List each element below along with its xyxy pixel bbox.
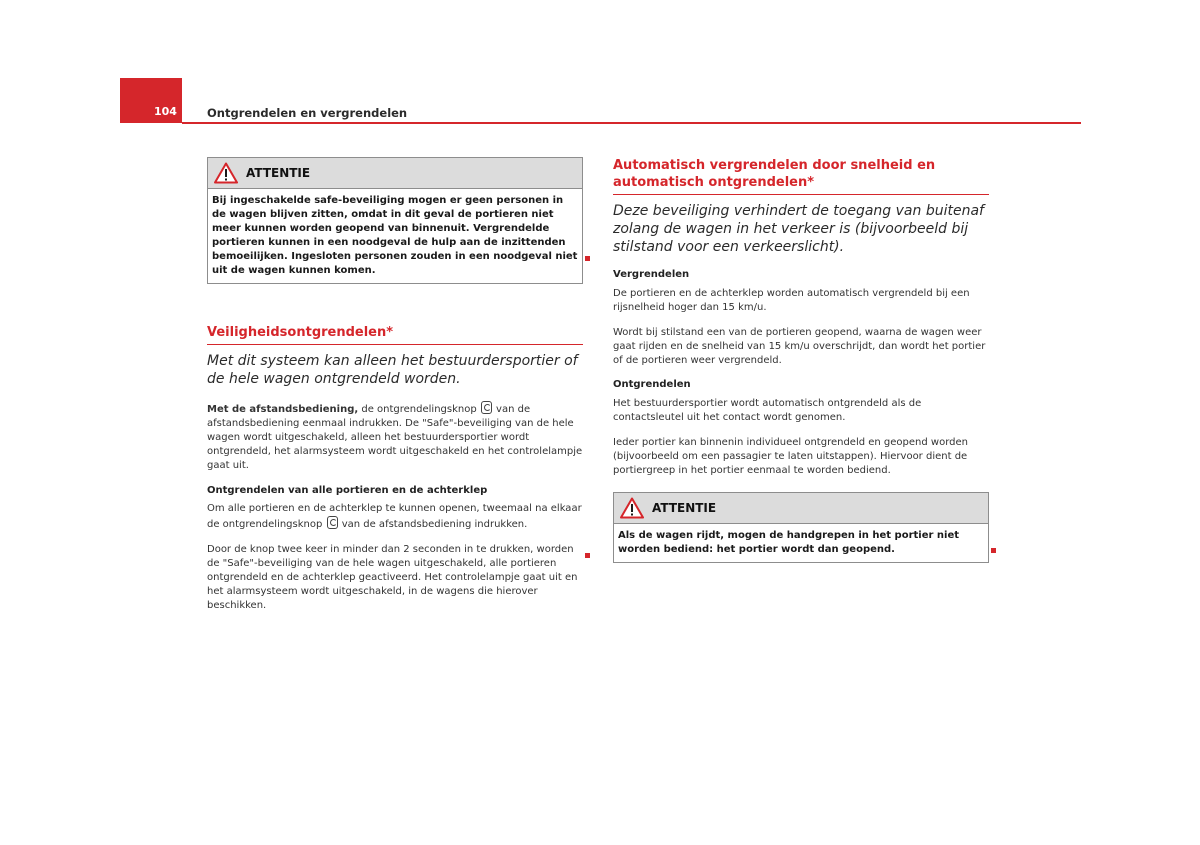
unlock-key-icon bbox=[327, 516, 338, 529]
left-column bbox=[207, 157, 583, 613]
end-square-icon bbox=[585, 553, 590, 558]
paragraph: De portieren en de achterklep worden automatisch vergrendeld bij een rijsnelheid hoger dan 15 km/u. bbox=[613, 288, 970, 313]
section-intro: Met dit systeem kan alleen het bestuurdersportier of de hele wagen ontgrendeld worden. bbox=[207, 353, 578, 387]
paragraph: Het bestuurdersportier wordt automatisch ontgrendeld als de contactsleutel uit het contact wordt genomen. bbox=[613, 398, 922, 423]
warning-box bbox=[613, 492, 989, 563]
paragraph: Ieder portier kan binnenin individueel ontgrendeld en geopend worden (bijvoorbeeld om een passagier te laten uitstappen). Hiervoor dient de portiergreep in het portier eenmaal te worden bediend. bbox=[613, 437, 968, 476]
chapter-title: Ontgrendelen en vergrendelen bbox=[207, 106, 408, 120]
section-title: Automatisch vergrendelen door snelheid en automatisch ontgrendelen* bbox=[613, 157, 989, 195]
warning-triangle-icon bbox=[620, 497, 644, 519]
end-square-icon bbox=[991, 548, 996, 553]
warning-box bbox=[207, 157, 583, 284]
unlock-key-icon bbox=[481, 401, 492, 414]
warning-triangle-icon bbox=[214, 162, 238, 184]
subheading: Ontgrendelen bbox=[613, 379, 691, 390]
warning-title: ATTENTIE bbox=[652, 501, 717, 515]
warning-header bbox=[208, 158, 582, 189]
paragraph: Door de knop twee keer in minder dan 2 seconden in te drukken, worden de "Safe"-beveiliging van de hele wagen uitgeschakeld, alle portieren ontgrendeld en de achterklep geactiveerd. Het controlelampje gaat uit en het alarmsysteem wordt uitgeschakeld, in de wagens die hierover beschikken. bbox=[207, 544, 578, 611]
paragraph-lead: Met de afstandsbediening, bbox=[207, 404, 359, 415]
paragraph: Met de afstandsbediening, de ontgrendelingsknop van de afstandsbediening eenmaal indrukken. De "Safe"-beveiliging van de hele wagen wordt uitgeschakeld, alleen het bestuurdersportier wordt ontgrendeld, het alarmsysteem wordt uitgeschakeld en het controlelampje gaat uit. bbox=[207, 401, 583, 473]
subheading: Vergrendelen bbox=[613, 269, 690, 280]
paragraph: Om alle portieren en de achterklep te kunnen openen, tweemaal na elkaar de ontgrendelingsknop van de afstandsbediening indrukken. bbox=[207, 503, 582, 530]
warning-header bbox=[614, 493, 988, 524]
paragraph: Wordt bij stilstand een van de portieren geopend, waarna de wagen weer gaat rijden en de snelheid van 15 km/u overschrijdt, dan wordt het portier of de portieren weer vergrendeld. bbox=[613, 327, 986, 366]
warning-title: ATTENTIE bbox=[246, 166, 311, 180]
page-number: 104 bbox=[120, 78, 182, 123]
section-intro: Deze beveiliging verhindert de toegang van buitenaf zolang de wagen in het verkeer is (bijvoorbeeld bij stilstand voor een verkeerslicht). bbox=[613, 203, 984, 255]
section-title: Veiligheidsontgrendelen* bbox=[207, 324, 583, 345]
end-square-icon bbox=[585, 256, 590, 261]
subheading: Ontgrendelen van alle portieren en de achterklep bbox=[207, 485, 488, 496]
warning-text: Als de wagen rijdt, mogen de handgrepen in het portier niet worden bediend: het portier wordt dan geopend. bbox=[618, 530, 960, 555]
header-divider bbox=[182, 122, 1081, 124]
right-column bbox=[613, 157, 989, 563]
warning-text: Bij ingeschakelde safe-beveiliging mogen er geen personen in de wagen blijven zitten, omdat in dit geval de portieren niet meer kunnen worden geopend van binnenuit. Vergrendelde portieren kunnen in een noodgeval de hulp aan de inzittenden bemoeilijken. Ingesloten personen zouden in een noodgeval niet uit de wagen kunnen komen. bbox=[212, 195, 578, 276]
